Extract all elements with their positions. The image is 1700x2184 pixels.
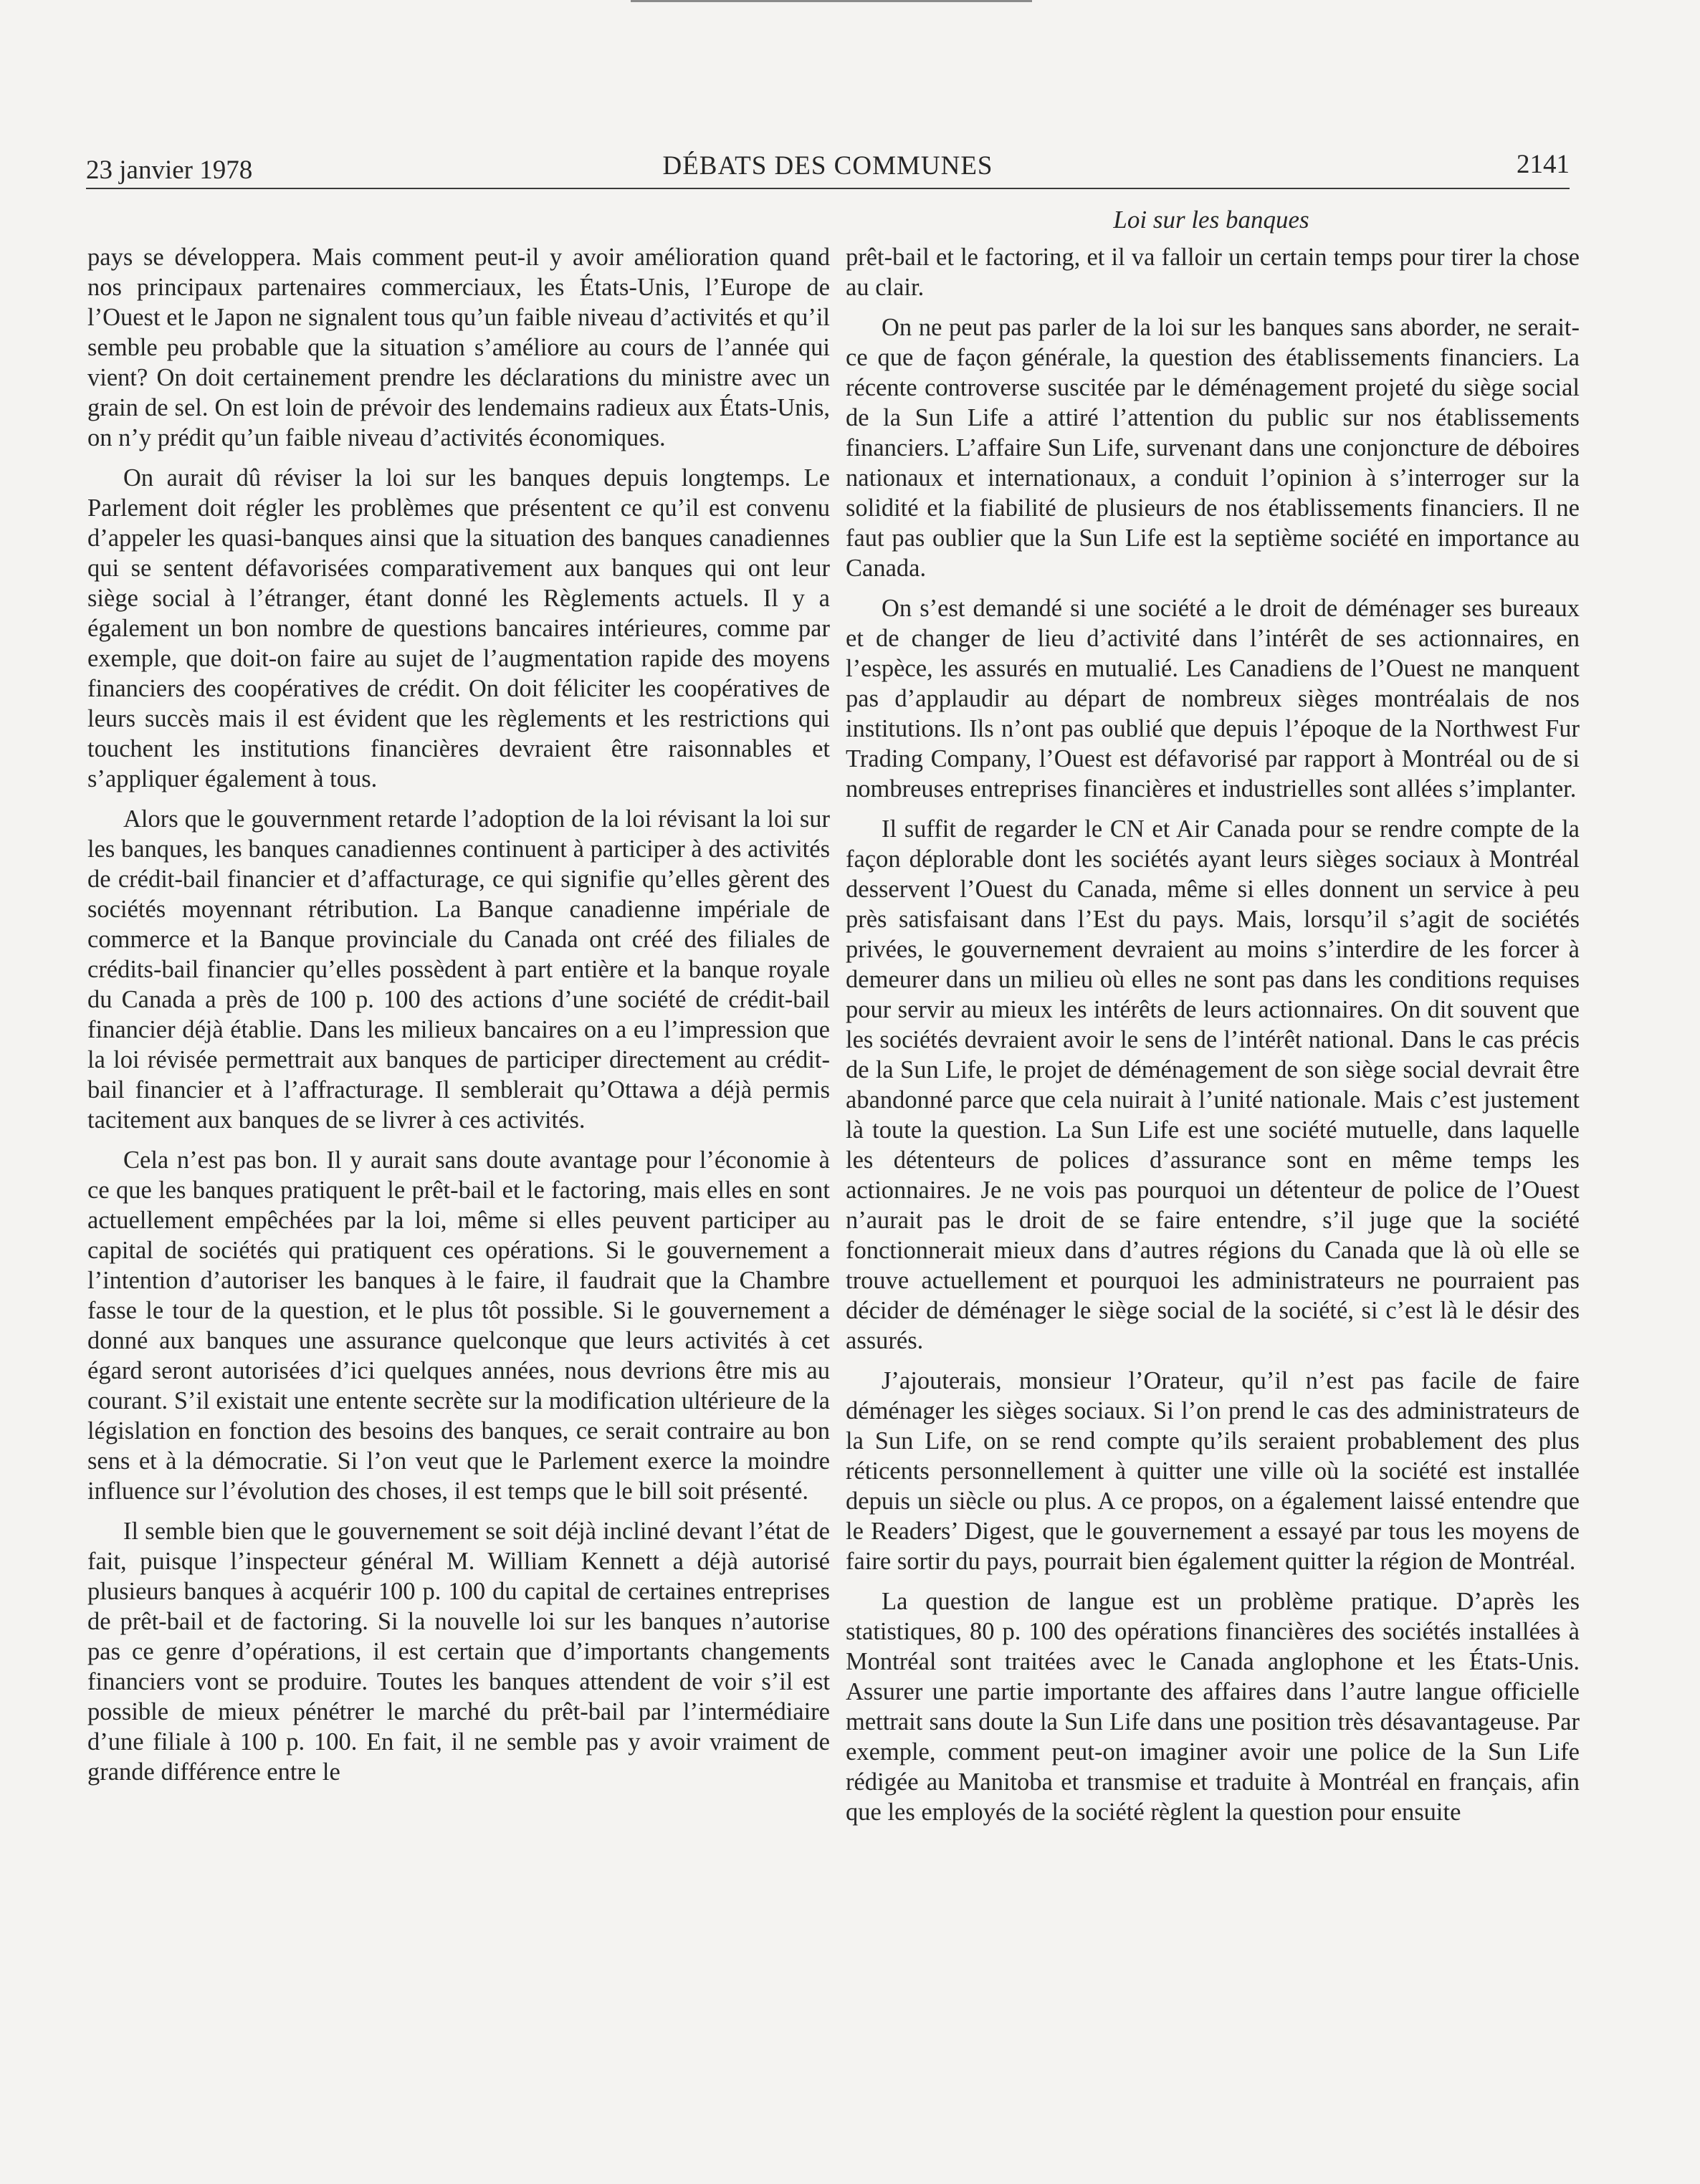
paragraph: prêt-bail et le factoring, et il va falloir un certain temps pour tirer la chose au clair.: [846, 244, 1580, 301]
paragraph: pays se développera. Mais comment peut-il y avoir amélioration quand nos principaux partenaires commerciaux, les États-Unis, l’Europe de l’Ouest et le Japon ne signalent tous qu’un faible niveau d’activités et qu’il semble peu probable que la situation s’améliore au cours de l’année qui vient? On doit certainement prendre les déclarations du ministre avec un grain de sel. On est loin de prévoir des lendemains radieux aux États-Unis, on n’y prédit qu’un faible niveau d’activités économiques.: [87, 244, 830, 451]
scan-top-edge: [631, 0, 1032, 2]
paragraph: La question de langue est un problème pratique. D’après les statistiques, 80 p. 100 des opérations financières des sociétés installées à Montréal sont traitées avec le Canada anglophone et les États-Unis. Assurer une partie importante des affaires dans l’autre langue officielle mettrait sans doute la Sun Life dans une position très désavantageuse. Par exemple, comment peut-on imaginer avoir une police de la Sun Life rédigée au Manitoba et transmise et traduite à Montréal en français, afin que les employés de la société règlent la question pour ensuite: [846, 1588, 1580, 1826]
left-column: [87, 242, 830, 1797]
paragraph: Alors que le gouvernment retarde l’adoption de la loi révisant la loi sur les banques, les banques canadiennes continuent à participer à des activités de crédit-bail financier et d’affacturage, ce qui signifie qu’elles gèrent des sociétés moyennant rétribution. La Banque canadienne impériale de commerce et la Banque provinciale du Canada ont créé des filiales de crédits-bail financier qu’elles possèdent à part entière et la banque royale du Canada a près de 100 p. 100 des actions d’une société de crédit-bail financier déjà établie. Dans les milieux bancaires on a eu l’impression que la loi révisée permettrait aux banques de participer directement au crédit-bail financier et à l’affracturage. Il semblerait qu’Ottawa a déjà permis tacitement aux banques de se livrer à ces activités.: [87, 805, 830, 1134]
header-rule: [86, 188, 1570, 189]
paragraph: Il suffit de regarder le CN et Air Canada pour se rendre compte de la façon déplorable dont les sociétés ayant leurs sièges sociaux à Montréal desservent l’Ouest du Canada, même si elles donnent un service à peu près satisfaisant dans l’Est du pays. Mais, lorsqu’il s’agit de sociétés privées, le gouvernement devraient au moins s’interdire de les forcer à demeurer dans un milieu où elles ne sont pas dans les conditions requises pour servir au mieux les intérêts de leurs actionnaires. On dit souvent que les sociétés devraient avoir le sens de l’intérêt national. Dans le cas précis de la Sun Life, le projet de déménagement de son siège social devrait être abandonné parce que cela nuirait à l’unité nationale. Mais c’est justement là toute la question. La Sun Life est une société mutuelle, dans laquelle les détenteurs de polices d’assurance sont en même temps les actionnaires. Je ne vois pas pourquoi un détenteur de police de l’Ouest n’aurait pas le droit de se faire entendre, s’il juge que la société fonctionnerait mieux dans d’autres régions du Canada que là où elle se trouve actuellement et pourquoi les administrateurs ne pourraient pas décider de déménager le siège social de la société, si c’est là le désir des assurés.: [846, 815, 1580, 1354]
page-header: [86, 146, 1570, 186]
paragraph: On s’est demandé si une société a le droit de déménager ses bureaux et de changer de lieu d’activité dans l’intérêt de ses actionnaires, en l’espèce, les assurés en mutualié. Les Canadiens de l’Ouest ne manquent pas d’applaudir au départ de nombreux sièges montréalais de nos institutions. Ils n’ont pas oublié que depuis l’époque de la Northwest Fur Trading Company, l’Ouest est défavorisé par rapport à Montréal ou de si nombreuses entreprises financières et industrielles sont allées s’implanter.: [846, 595, 1580, 803]
page-number: 2141: [1517, 150, 1570, 179]
header-date: 23 janvier 1978: [86, 155, 253, 185]
paragraph: J’ajouterais, monsieur l’Orateur, qu’il n’est pas facile de faire déménager les sièges sociaux. Si l’on prend le cas des administrateurs de la Sun Life, on se rend compte qu’ils seraient probablement des plus réticents personnellement à quitter une ville où la société est installée depuis un siècle ou plus. A ce propos, on a également laissé entendre que le Readers’ Digest, que le gouvernement a essayé par tous les moyens de faire sortir du pays, pourrait bien également quitter la région de Montréal.: [846, 1367, 1580, 1575]
paragraph: On ne peut pas parler de la loi sur les banques sans aborder, ne serait-ce que de façon générale, la question des établissements financiers. La récente controverse suscitée par le déménagement projeté du siège social de la Sun Life a attiré l’attention du public sur nos établissements financiers. L’affaire Sun Life, survenant dans une conjoncture de déboires nationaux et internationaux, a conduit l’opinion à s’interroger sur la solidité et la fiabilité de plusieurs de nos établissements financiers. Il ne faut pas oublier que la Sun Life est la septième société en importance au Canada.: [846, 314, 1580, 582]
right-column: [846, 242, 1580, 1837]
paragraph: Il semble bien que le gouvernement se soit déjà incliné devant l’état de fait, puisque l’inspecteur général M. William Kennett a déjà autorisé plusieurs banques à acquérir 100 p. 100 du capital de certaines entreprises de prêt-bail et de factoring. Si la nouvelle loi sur les banques n’autorise pas ce genre d’opérations, il est certain que d’importants changements financiers vont se produire. Toutes les banques attendent de voir s’il est possible de mieux pénétrer le marché du prêt-bail par l’intermédiaire d’une filiale à 100 p. 100. En fait, il ne semble pas y avoir vraiment de grande différence entre le: [87, 1518, 830, 1786]
running-head: Loi sur les banques: [1113, 206, 1309, 234]
paragraph: On aurait dû réviser la loi sur les banques depuis longtemps. Le Parlement doit régler les problèmes que présentent ce qu’il est convenu d’appeler les quasi-banques ainsi que la situation des banques canadiennes qui se sentent défavorisées comparativement aux banques qui ont leur siège social à l’étranger, étant donné les Règlements actuels. Il y a également un bon nombre de questions bancaires intérieures, comme par exemple, que doit-on faire au sujet de l’augmentation rapide des moyens financiers des coopératives de crédit. On doit féliciter les coopératives de leurs succès mais il est évident que les règlements et les restrictions qui touchent les institutions financières devraient être raisonnables et s’appliquer également à tous.: [87, 464, 830, 792]
paragraph: Cela n’est pas bon. Il y aurait sans doute avantage pour l’économie à ce que les banques pratiquent le prêt-bail et le factoring, mais elles en sont actuellement empêchées par la loi, même si elles peuvent participer au capital de sociétés qui pratiquent ces opérations. Si le gouvernement a l’intention d’autoriser les banques à le faire, il faudrait que la Chambre fasse le tour de la question, et le plus tôt possible. Si le gouvernement a donné aux banques une assurance quelconque que leurs activités à cet égard seront autorisées d’ici quelques années, nous devrions être mis au courant. S’il existait une entente secrète sur la modification ultérieure de la législation en fonction des besoins des banques, ce serait contraire au bon sens et à la démocratie. Si l’on veut que le Parlement exerce la moindre influence sur l’évolution des choses, il est temps que le bill soit présenté.: [87, 1146, 830, 1505]
header-title: DÉBATS DES COMMUNES: [662, 151, 993, 181]
